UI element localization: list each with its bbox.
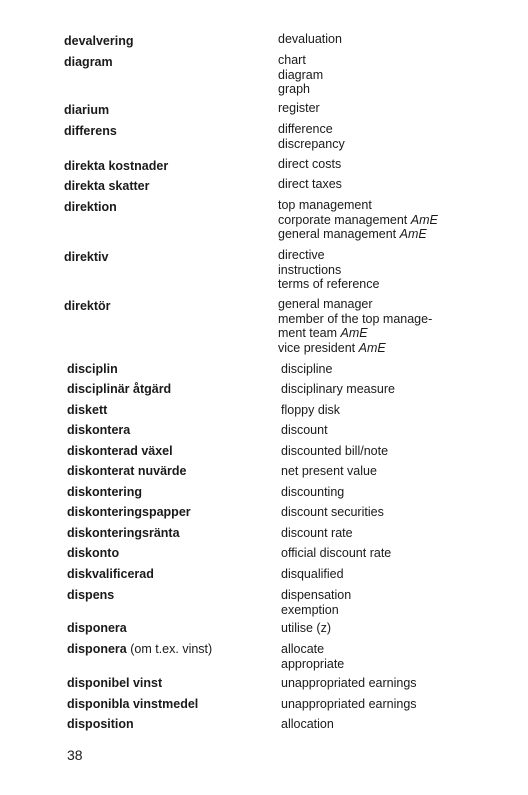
translation-text: discounting <box>281 485 345 499</box>
english-translations <box>278 177 518 192</box>
translation-line <box>278 53 518 68</box>
term-text: disciplinär åtgärd <box>67 382 172 396</box>
translation-line <box>281 676 521 691</box>
usage-note: AmE <box>410 212 438 227</box>
english-translations <box>281 642 521 671</box>
english-translations <box>281 485 521 500</box>
translation-text: vice president <box>278 340 356 355</box>
usage-note: AmE <box>399 227 427 242</box>
english-translations <box>281 567 521 582</box>
translation-text: discount rate <box>281 526 353 540</box>
translation-line <box>281 444 521 459</box>
swedish-term <box>64 299 269 313</box>
translation-line <box>278 32 518 47</box>
english-translations <box>281 697 521 712</box>
translation-text: appropriate <box>281 656 345 671</box>
swedish-term <box>67 382 272 396</box>
translation-text: chart <box>278 53 306 67</box>
translation-line <box>278 198 518 213</box>
term-text: disponibla vinstmedel <box>67 697 199 711</box>
translation-line <box>281 588 521 603</box>
english-translations <box>278 198 518 242</box>
english-translations <box>278 297 518 355</box>
translation-line <box>281 717 521 732</box>
swedish-term <box>64 55 269 69</box>
swedish-term <box>67 464 272 478</box>
term-text: diskontering <box>67 485 143 499</box>
translation-text: dispensation <box>281 588 352 602</box>
translation-text: member of the top manage- <box>278 311 433 326</box>
translation-line <box>278 227 518 242</box>
term-text: diskonterad växel <box>67 444 173 458</box>
english-translations <box>278 248 518 292</box>
translation-line <box>278 157 518 172</box>
translation-text: allocate <box>281 642 325 656</box>
term-text: diskonto <box>67 546 120 560</box>
translation-text: corporate management <box>278 212 408 227</box>
english-translations <box>278 122 518 151</box>
english-translations <box>281 423 521 438</box>
translation-line <box>278 68 518 83</box>
english-translations <box>281 588 521 617</box>
english-translations <box>281 546 521 561</box>
term-text: diskonterat nuvärde <box>67 464 187 478</box>
translation-line <box>278 122 518 137</box>
term-text: disciplin <box>67 362 118 376</box>
page-number: 38 <box>67 747 83 763</box>
translation-line <box>281 464 521 479</box>
swedish-term <box>67 485 272 499</box>
term-text: dispens <box>67 588 115 602</box>
translation-text: allocation <box>281 717 334 731</box>
translation-line <box>278 137 518 152</box>
swedish-term <box>67 676 272 690</box>
translation-text: direct costs <box>278 157 342 171</box>
term-text: diskett <box>67 403 108 417</box>
translation-line <box>278 297 518 312</box>
swedish-term <box>67 423 272 437</box>
term-text: direkta kostnader <box>64 159 169 173</box>
translation-line <box>281 657 521 672</box>
english-translations <box>281 362 521 377</box>
translation-line <box>278 263 518 278</box>
translation-text: unappropriated earnings <box>281 676 417 690</box>
translation-text: utilise (z) <box>281 621 332 635</box>
term-text: direktion <box>64 200 117 214</box>
term-text: diskonteringsränta <box>67 526 180 540</box>
translation-text: discount securities <box>281 505 384 519</box>
translation-line <box>281 423 521 438</box>
translation-text: directive <box>278 248 325 262</box>
swedish-term <box>67 444 272 458</box>
english-translations <box>281 505 521 520</box>
translation-line <box>278 341 518 356</box>
translation-text: register <box>278 101 320 115</box>
english-translations <box>281 717 521 732</box>
translation-line <box>281 505 521 520</box>
english-translations <box>281 444 521 459</box>
translation-line <box>278 101 518 116</box>
translation-line <box>278 82 518 97</box>
translation-text: exemption <box>281 602 339 617</box>
english-translations <box>281 382 521 397</box>
english-translations <box>281 621 521 636</box>
english-translations <box>281 464 521 479</box>
translation-text: floppy disk <box>281 403 341 417</box>
translation-line <box>278 277 518 292</box>
translation-line <box>281 697 521 712</box>
english-translations <box>281 526 521 541</box>
translation-line <box>278 213 518 228</box>
term-text: direkta skatter <box>64 179 150 193</box>
translation-line <box>281 621 521 636</box>
translation-text: difference <box>278 122 333 136</box>
translation-line <box>281 382 521 397</box>
term-qualifier: (om t.ex. vinst) <box>130 642 213 656</box>
translation-text: discipline <box>281 362 333 376</box>
translation-text: terms of reference <box>278 277 380 292</box>
translation-text: disqualified <box>281 567 344 581</box>
swedish-term <box>64 159 269 173</box>
term-text: direktiv <box>64 250 109 264</box>
translation-text: official discount rate <box>281 546 392 560</box>
translation-text: net present value <box>281 464 377 478</box>
usage-note: AmE <box>340 326 368 341</box>
swedish-term <box>64 200 269 214</box>
swedish-term <box>67 642 272 656</box>
translation-text: diagram <box>278 67 324 82</box>
translation-text: discounted bill/note <box>281 444 389 458</box>
term-text: disponibel vinst <box>67 676 163 690</box>
translation-line <box>278 312 518 327</box>
swedish-term <box>67 717 272 731</box>
swedish-term <box>64 179 269 193</box>
swedish-term <box>67 588 272 602</box>
english-translations <box>278 157 518 172</box>
translation-text: direct taxes <box>278 177 342 191</box>
english-translations <box>278 53 518 97</box>
translation-line <box>281 362 521 377</box>
term-text: diarium <box>64 103 110 117</box>
usage-note: AmE <box>358 340 386 355</box>
translation-line <box>281 567 521 582</box>
translation-text: general manager <box>278 297 373 311</box>
translation-text: graph <box>278 82 310 97</box>
translation-text: devaluation <box>278 32 342 46</box>
translation-line <box>278 326 518 341</box>
translation-text: discrepancy <box>278 136 345 151</box>
swedish-term <box>64 250 269 264</box>
translation-text: discount <box>281 423 328 437</box>
swedish-term <box>64 124 269 138</box>
translation-text: unappropriated earnings <box>281 697 417 711</box>
english-translations <box>278 101 518 116</box>
swedish-term <box>67 505 272 519</box>
translation-text: general management <box>278 227 397 242</box>
term-text: disposition <box>67 717 134 731</box>
translation-line <box>281 546 521 561</box>
term-text: differens <box>64 124 117 138</box>
term-text: diskontera <box>67 423 131 437</box>
swedish-term <box>64 103 269 117</box>
translation-text: disciplinary measure <box>281 382 395 396</box>
swedish-term <box>67 403 272 417</box>
translation-line <box>281 642 521 657</box>
term-text: diskvalificerad <box>67 567 154 581</box>
swedish-term <box>67 362 272 376</box>
term-text: devalvering <box>64 34 134 48</box>
translation-line <box>281 485 521 500</box>
term-text: disponera <box>67 621 127 635</box>
swedish-term <box>67 526 272 540</box>
swedish-term <box>67 567 272 581</box>
translation-line <box>281 526 521 541</box>
term-text: diagram <box>64 55 113 69</box>
translation-text: top management <box>278 198 372 212</box>
english-translations <box>278 32 518 47</box>
swedish-term <box>67 697 272 711</box>
translation-line <box>281 403 521 418</box>
swedish-term <box>67 546 272 560</box>
translation-text: instructions <box>278 262 342 277</box>
translation-line <box>278 177 518 192</box>
term-text: disponera <box>67 642 127 656</box>
term-text: direktör <box>64 299 111 313</box>
translation-line <box>281 603 521 618</box>
english-translations <box>281 403 521 418</box>
english-translations <box>281 676 521 691</box>
swedish-term <box>67 621 272 635</box>
swedish-term <box>64 34 269 48</box>
translation-line <box>278 248 518 263</box>
translation-text: ment team <box>278 326 338 341</box>
term-text: diskonteringspapper <box>67 505 191 519</box>
